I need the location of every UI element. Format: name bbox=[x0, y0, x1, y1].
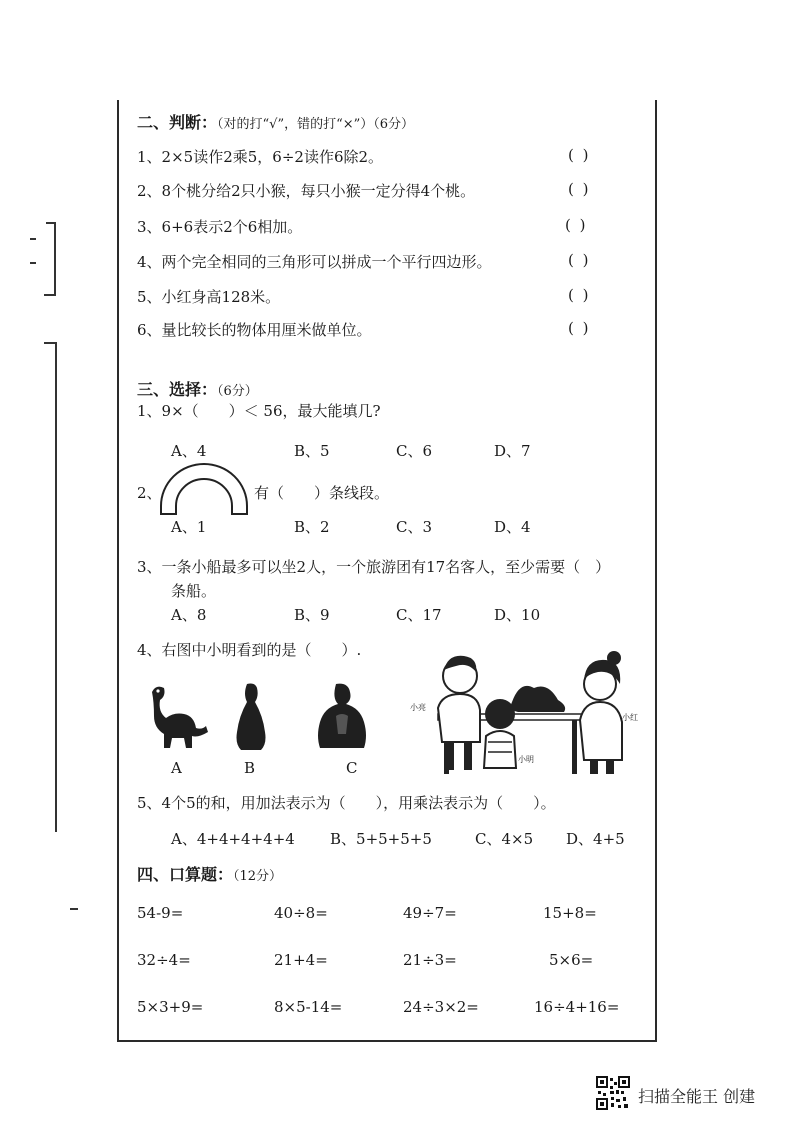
option-c-label: C bbox=[346, 759, 358, 777]
judge-answer-blank-5[interactable]: ( ) bbox=[568, 286, 591, 304]
choice-score: （6分） bbox=[217, 384, 258, 399]
q3-option-d[interactable]: D、10 bbox=[494, 606, 541, 624]
binding-mark bbox=[55, 342, 57, 832]
mental-score: （12分） bbox=[233, 869, 283, 884]
binding-mark bbox=[30, 262, 36, 264]
qr-code-icon bbox=[596, 1076, 630, 1110]
judge-answer-blank-2[interactable]: ( ) bbox=[568, 180, 591, 198]
judge-answer-blank-3[interactable]: ( ) bbox=[565, 216, 588, 234]
judge-answer-blank-1[interactable]: ( ) bbox=[568, 146, 591, 164]
calc-item[interactable]: 32÷4= bbox=[137, 951, 191, 969]
scene-label-xiaoliang: 小亮 bbox=[410, 703, 426, 712]
choice-q2-text: 有（ ）条线段。 bbox=[254, 484, 390, 502]
binding-mark bbox=[54, 222, 56, 296]
scene-label-xiaohong: 小红 bbox=[622, 713, 638, 722]
judge-heading bbox=[137, 110, 414, 133]
q1-option-c[interactable]: C、6 bbox=[396, 442, 433, 460]
judge-item-5: 5、小红身高128米。 bbox=[137, 288, 281, 306]
calc-item[interactable]: 8×5-14= bbox=[274, 998, 343, 1016]
q3-option-a[interactable]: A、8 bbox=[171, 606, 207, 624]
mental-heading bbox=[137, 862, 282, 885]
judge-item-2: 2、8个桃分给2只小猴，每只小猴一定分得4个桃。 bbox=[137, 182, 476, 200]
q2-option-c[interactable]: C、3 bbox=[396, 518, 433, 536]
calc-item[interactable]: 5×3+9= bbox=[137, 998, 204, 1016]
option-b-label: B bbox=[244, 759, 256, 777]
q2-option-b[interactable]: B、2 bbox=[294, 518, 330, 536]
judge-item-3: 3、6+6表示2个6相加。 bbox=[137, 218, 303, 236]
option-a-label: A bbox=[171, 759, 182, 777]
q1-option-b[interactable]: B、5 bbox=[294, 442, 330, 460]
calc-item[interactable]: 49÷7= bbox=[403, 904, 457, 922]
calc-item[interactable]: 24÷3×2= bbox=[403, 998, 479, 1016]
binding-mark bbox=[46, 222, 54, 224]
option-b-silhouette[interactable] bbox=[233, 682, 269, 752]
calc-item[interactable]: 21÷3= bbox=[403, 951, 457, 969]
choice-heading-label: 三、选择： bbox=[137, 380, 218, 399]
q5-option-d[interactable]: D、4+5 bbox=[566, 830, 625, 848]
q3-option-c[interactable]: C、17 bbox=[396, 606, 442, 624]
calc-item[interactable]: 21+4= bbox=[274, 951, 328, 969]
q1-option-a[interactable]: A、4 bbox=[171, 442, 207, 460]
judge-heading-label: 二、判断： bbox=[137, 113, 218, 132]
q5-option-a[interactable]: A、4+4+4+4+4 bbox=[171, 830, 295, 848]
calc-item[interactable]: 40÷8= bbox=[274, 904, 328, 922]
arch-figure bbox=[158, 460, 250, 516]
choice-heading bbox=[137, 377, 258, 400]
q5-option-c[interactable]: C、4×5 bbox=[475, 830, 534, 848]
option-a-silhouette[interactable] bbox=[146, 682, 210, 750]
viewing-scene-illustration bbox=[408, 650, 638, 776]
mental-heading-label: 四、口算题： bbox=[137, 865, 234, 884]
judge-item-1: 1、2×5读作2乘5，6÷2读作6除2。 bbox=[137, 148, 384, 166]
q2-option-d[interactable]: D、4 bbox=[494, 518, 531, 536]
judge-item-6: 6、量比较长的物体用厘米做单位。 bbox=[137, 321, 372, 339]
binding-mark bbox=[70, 908, 78, 910]
binding-mark bbox=[30, 238, 36, 240]
calc-item[interactable]: 16÷4+16= bbox=[534, 998, 620, 1016]
choice-q5: 5、4个5的和，用加法表示为（ ），用乘法表示为（ ）。 bbox=[137, 794, 556, 812]
choice-q2-prefix: 2、 bbox=[137, 484, 162, 502]
calc-item[interactable]: 5×6= bbox=[549, 951, 594, 969]
binding-mark bbox=[44, 294, 54, 296]
judge-instruction: （对的打“√”，错的打“×”）（6分） bbox=[217, 117, 415, 132]
judge-answer-blank-4[interactable]: ( ) bbox=[568, 251, 591, 269]
q3-option-b[interactable]: B、9 bbox=[294, 606, 330, 624]
scene-label-xiaoming: 小明 bbox=[518, 755, 534, 764]
q1-option-d[interactable]: D、7 bbox=[494, 442, 531, 460]
choice-q1: 1、9×（ ）＜ 56，最大能填几? bbox=[137, 402, 381, 420]
q5-option-b[interactable]: B、5+5+5+5 bbox=[330, 830, 432, 848]
q2-option-a[interactable]: A、1 bbox=[171, 518, 207, 536]
choice-q4: 4、右图中小明看到的是（ ）. bbox=[137, 641, 362, 659]
judge-answer-blank-6[interactable]: ( ) bbox=[568, 319, 591, 337]
calc-item[interactable]: 15+8= bbox=[543, 904, 597, 922]
calc-item[interactable]: 54-9= bbox=[137, 904, 184, 922]
scanner-brand-text: 扫描全能王 创建 bbox=[638, 1087, 756, 1106]
choice-q3-line1: 3、一条小船最多可以坐2人，一个旅游团有17名客人，至少需要（ ） bbox=[137, 558, 611, 576]
option-c-silhouette[interactable] bbox=[314, 682, 370, 750]
judge-item-4: 4、两个完全相同的三角形可以拼成一个平行四边形。 bbox=[137, 253, 492, 271]
choice-q3-line2: 条船。 bbox=[171, 582, 217, 600]
